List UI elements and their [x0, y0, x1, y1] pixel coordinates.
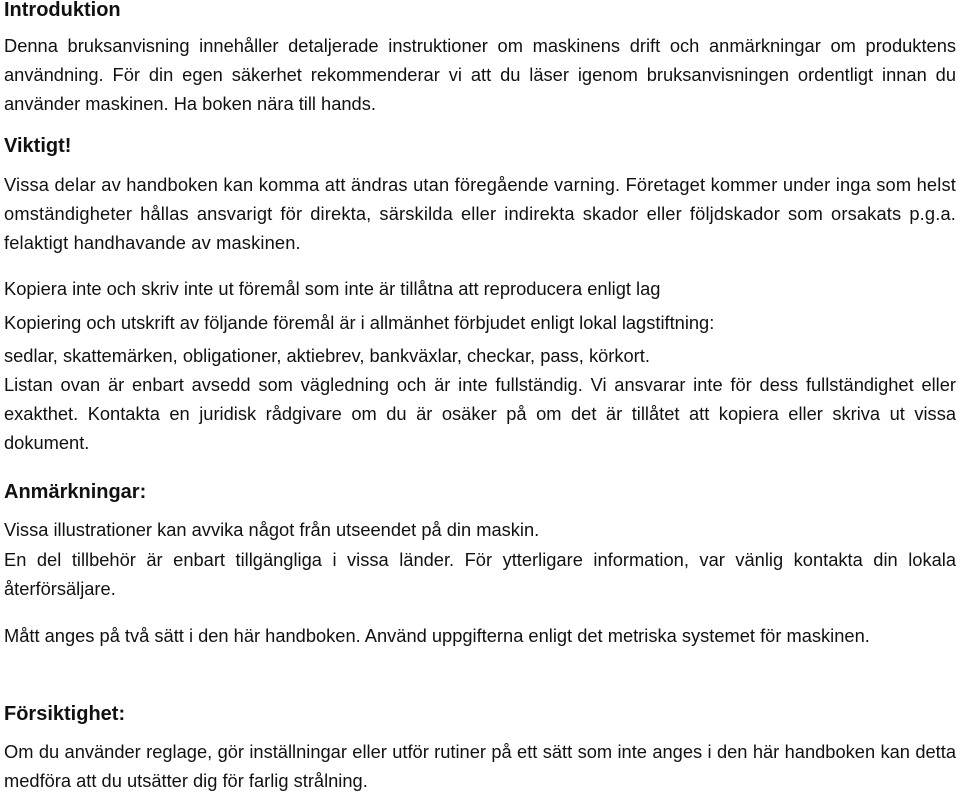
notes-heading: Anmärkningar:	[4, 481, 147, 503]
introduction-paragraph: Denna bruksanvisning innehåller detaljerade instruktioner om maskinens drift och anmärkningar om produktens användning. För din egen säkerhet rekommenderar vi att du läser igenom bruksanvisningen ordentligt innan du använder maskinen. Ha boken nära till hands.	[4, 35, 956, 114]
notes-illustrations-line: Vissa illustrationer kan avvika något från utseendet på din maskin.	[4, 519, 540, 540]
copy-prohibited-intro: Kopiering och utskrift av följande föremål är i allmänhet förbjudet enligt lokal lagstiftning:	[4, 312, 715, 333]
introduction-heading: Introduktion	[4, 0, 121, 21]
important-paragraph: Vissa delar av handboken kan komma att ändras utan föregående varning. Företaget kommer under inga som helst omständigheter hållas ansvarigt för direkta, särskilda eller indirekta skador eller följdskador som orsakats p.g.a. felaktigt handhavande av maskinen.	[4, 174, 956, 253]
important-heading: Viktigt!	[4, 135, 72, 157]
notes-measurements-paragraph: Mått anges på två sätt i den här handboken. Använd uppgifterna enligt det metriska systemet för maskinen.	[4, 625, 870, 646]
notes-accessories-paragraph: En del tillbehör är enbart tillgängliga i vissa länder. För ytterligare information, var vänlig kontakta din lokala återförsäljare.	[4, 549, 956, 599]
caution-heading: Försiktighet:	[4, 703, 126, 725]
copy-restriction-line: Kopiera inte och skriv inte ut föremål som inte är tillåtna att reproducera enligt lag	[4, 278, 661, 299]
copy-prohibited-items: sedlar, skattemärken, obligationer, aktiebrev, bankväxlar, checkar, pass, körkort.	[4, 345, 650, 366]
caution-paragraph: Om du använder reglage, gör inställningar eller utför rutiner på ett sätt som inte anges i den här handboken kan detta medföra att du utsätter dig för farlig strålning.	[4, 741, 956, 791]
copy-disclaimer-paragraph: Listan ovan är enbart avsedd som vägledning och är inte fullständig. Vi ansvarar inte för dess fullständighet eller exakthet. Kontakta en juridisk rådgivare om du är osäker på om det är tillåtet att kopiera eller skriva ut vissa dokument.	[4, 374, 956, 453]
